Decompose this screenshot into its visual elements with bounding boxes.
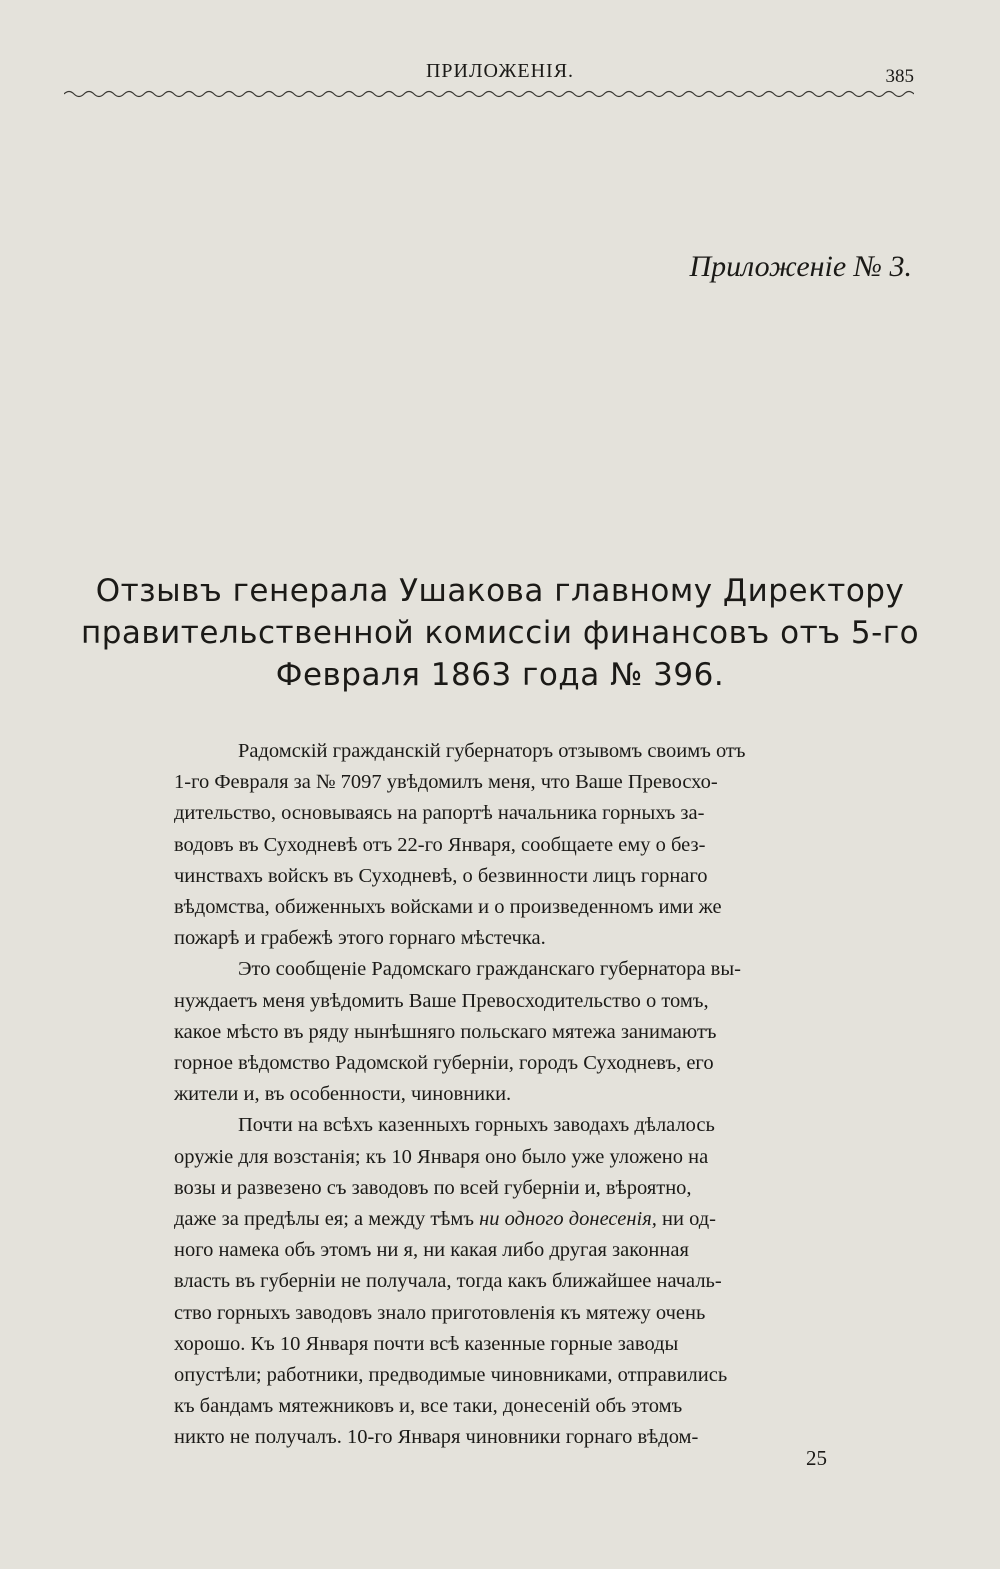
paragraph xyxy=(174,954,904,1110)
text-line: Это сообщеніе Радомскаго гражданскаго губернатора вы- xyxy=(238,958,741,981)
text-line: 1-го Февраля за № 7097 увѣдомилъ меня, что Ваше Превосхо- xyxy=(174,771,718,794)
title-line: правительственной комиссіи финансовъ отъ 5-го xyxy=(80,615,920,651)
paragraph xyxy=(174,736,904,954)
text-line: дительство, основываясь на рапортѣ начальника горныхъ за- xyxy=(174,802,705,825)
text-line: власть въ губерніи не получала, тогда какъ ближайшее началь- xyxy=(174,1270,722,1293)
text-line: опустѣли; работники, предводимые чиновниками, отправились xyxy=(174,1364,728,1387)
header-wavy-rule xyxy=(64,86,914,102)
text-line: пожарѣ и грабежѣ этого горнаго мѣстечка. xyxy=(174,927,546,950)
body-text xyxy=(174,736,904,1454)
text-line: водовъ въ Суходневѣ отъ 22-го Января, сообщаете ему о без- xyxy=(174,833,706,856)
paragraph xyxy=(174,1110,904,1453)
text-line-with-emphasis xyxy=(174,1204,904,1235)
text-fragment: ни од- xyxy=(656,1208,716,1231)
emphasized-phrase: ни одного донесенія, xyxy=(479,1208,657,1231)
text-line: Радомскій гражданскій губернаторъ отзывомъ своимъ отъ xyxy=(238,740,746,762)
text-line: Почти на всѣхъ казенныхъ горныхъ заводахъ дѣлалось xyxy=(238,1114,715,1137)
text-line: оружіе для возстанія; къ 10 Января оно было уже уложено на xyxy=(174,1145,709,1168)
signature-mark: 25 xyxy=(806,1446,827,1470)
text-line: нуждаетъ меня увѣдомить Ваше Превосходительство о томъ, xyxy=(174,989,709,1012)
text-line: какое мѣсто въ ряду нынѣшняго польскаго мятежа занимаютъ xyxy=(174,1020,717,1043)
text-line: къ бандамъ мятежниковъ и, все таки, донесеній объ этомъ xyxy=(174,1395,683,1418)
text-line: ство горныхъ заводовъ знало приготовленія къ мятежу очень xyxy=(174,1301,706,1324)
text-line: ного намека объ этомъ ни я, ни какая либо другая законная xyxy=(174,1239,689,1262)
text-line: чинствахъ войскъ въ Суходневѣ, о безвинности лицъ горнаго xyxy=(174,864,708,887)
page-number: 385 xyxy=(885,66,914,87)
text-line: никто не получалъ. 10-го Января чиновники горнаго вѣдом- xyxy=(174,1426,699,1449)
text-line: горное вѣдомство Радомской губерніи, городъ Суходневъ, его xyxy=(174,1052,714,1075)
title-line: Отзывъ генерала Ушакова главному Директору xyxy=(95,573,905,609)
document-title xyxy=(50,570,950,696)
text-fragment: даже за предѣлы ея; а между тѣмъ xyxy=(174,1208,480,1231)
text-line: хорошо. Къ 10 Января почти всѣ казенные горные заводы xyxy=(174,1332,679,1355)
text-line: вѣдомства, обиженныхъ войсками и о произведенномъ ими же xyxy=(174,896,722,919)
title-line: Февраля 1863 года № 396. xyxy=(275,657,725,693)
running-title: ПРИЛОЖЕНІЯ. xyxy=(425,60,575,82)
text-line: жители и, въ особенности, чиновники. xyxy=(174,1083,512,1106)
text-line: возы и развезено съ заводовъ по всей губерніи и, вѣроятно, xyxy=(174,1176,692,1199)
appendix-label: Приложеніе № 3. xyxy=(689,250,912,283)
